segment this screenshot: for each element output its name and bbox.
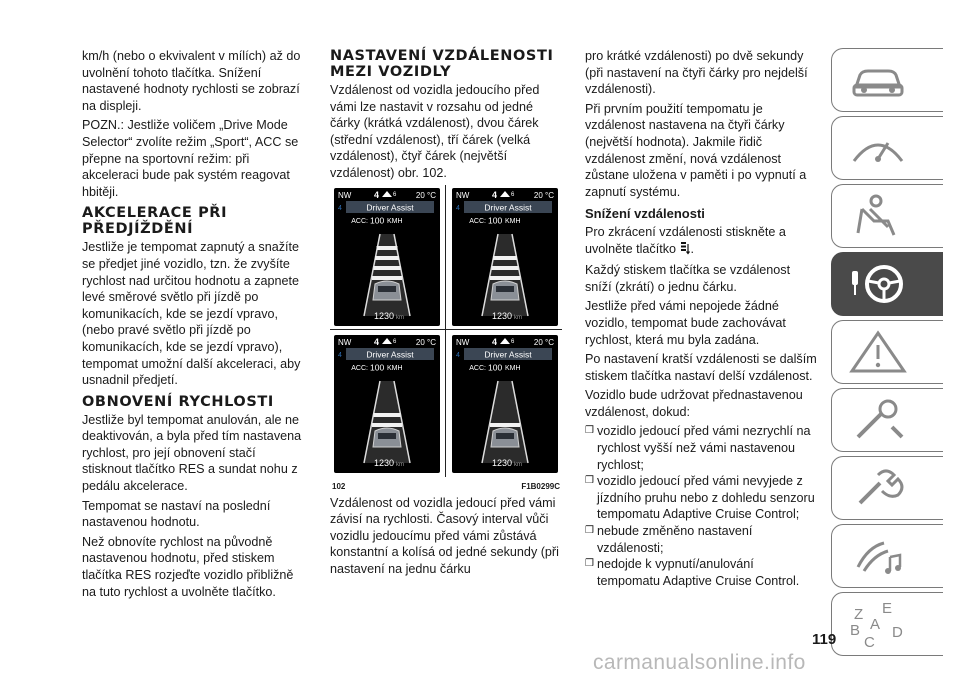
- acc-label: ACC:: [351, 217, 368, 225]
- gear-superscript: 6: [511, 338, 515, 345]
- column-left: [82, 48, 308, 603]
- acc-speed: 100: [370, 362, 385, 373]
- svg-text:C: C: [864, 634, 875, 649]
- display-title: Driver Assist: [484, 349, 532, 360]
- distance-bar: [377, 246, 398, 250]
- paragraph: Po nastavení kratší vzdálenosti se dalším stiskem tlačítka nastaví delší vzdálenost.: [585, 352, 817, 383]
- paragraph: Vzdálenost od vozidla jedoucí před vámi závisí na rychlosti. Časový interval vůči vozidlu jedoucímu před vámi zůstává konstantní a kolísá od jedné sekundy (při nastavení na jednu čárku: [330, 495, 559, 576]
- multimedia-icon: [848, 533, 908, 579]
- road-icon: [382, 338, 392, 344]
- distance-bar: [374, 413, 401, 417]
- road-icon: [382, 191, 392, 197]
- column-middle: [330, 48, 562, 581]
- acc-label: ACC:: [351, 364, 368, 372]
- odometer-unit: km: [396, 461, 404, 468]
- odometer-unit: km: [514, 461, 522, 468]
- distance-bar: [374, 266, 401, 270]
- distance-bar: [493, 256, 517, 260]
- distance-bar: [372, 423, 402, 427]
- display-title: Driver Assist: [366, 349, 414, 360]
- warning-icon: [848, 329, 908, 375]
- figure-102: [330, 185, 562, 491]
- section-heading: OBNOVENÍ RYCHLOSTI: [82, 393, 274, 410]
- paragraph: pro krátké vzdálenosti) po dvě sekundy (při nastavení na čtyři čárky pro nejdelší vzdálenosti).: [585, 49, 808, 97]
- side-number: 4: [338, 351, 342, 359]
- distance-bar: [490, 423, 520, 427]
- tool-icon: [848, 397, 908, 443]
- svg-text:B: B: [850, 622, 861, 639]
- car-windshield: [496, 433, 514, 439]
- odometer: 1230: [373, 457, 394, 468]
- tab-maintenance[interactable]: [831, 456, 943, 520]
- subsection-heading: Snížení vzdálenosti: [585, 206, 705, 222]
- distance-bar: [492, 266, 519, 270]
- figure-divider: [330, 329, 562, 330]
- wrench-icon: [848, 465, 908, 511]
- paragraph: POZN.: Jestliže voličem „Drive Mode Selector“ zvolíte režim „Sport“, ACC se přepne na sportovní režim: při akceleraci bude pak systém reagovat hbitěji.: [82, 118, 299, 199]
- paragraph-text: .: [690, 241, 695, 256]
- distance-button-icon: [680, 242, 691, 260]
- car-windshield: [378, 286, 396, 292]
- watermark: carmanualsonline.info: [593, 651, 806, 674]
- compass-reading: NW: [338, 337, 352, 347]
- alphabet-index-icon: [848, 599, 912, 649]
- display-panel: [334, 188, 440, 326]
- acc-label: ACC:: [469, 364, 486, 372]
- acc-label: ACC:: [469, 217, 486, 225]
- gear-indicator: 4: [492, 336, 498, 347]
- paragraph: Při prvním použití tempomatu je vzdálenost nastavena na čtyři čárky (největší hodnota). Jakmile řidič vzdálenost změní, nová vzdálenost zůstane uložena v paměti i po vypnutí a zapnutí systému.: [585, 101, 807, 199]
- temperature: 20 °C: [533, 337, 554, 347]
- list-item: ❒ nedojde k vypnutí/anulování tempomatu Adaptive Cruise Control.: [585, 557, 800, 588]
- paragraph: Tempomat se nastaví na poslední nastavenou hodnotu.: [82, 498, 271, 530]
- paragraph: Než obnovíte rychlost na původně nastavenou hodnotu, před stiskem tlačítka RES rozjeďte vozidlo přibližně na tuto rychlost a uvolněte tlačítko.: [82, 534, 294, 599]
- compass-reading: NW: [338, 190, 352, 200]
- svg-text:D: D: [892, 624, 903, 641]
- acc-unit: KMH: [505, 364, 521, 372]
- gear-indicator: 4: [492, 189, 498, 200]
- odometer: 1230: [491, 457, 512, 468]
- gear-superscript: 6: [511, 191, 515, 198]
- tab-warning-lights[interactable]: [831, 320, 943, 384]
- distance-bar: [375, 256, 399, 260]
- tab-vehicle[interactable]: [831, 48, 943, 112]
- gear-indicator: 4: [374, 336, 380, 347]
- bullet-icon: ❒: [585, 425, 594, 437]
- tab-multimedia[interactable]: [831, 524, 943, 588]
- figure-number: 102: [332, 481, 346, 491]
- road-icon: [500, 338, 510, 344]
- distance-bar: [490, 276, 520, 280]
- temperature: 20 °C: [415, 337, 436, 347]
- car-windshield: [378, 433, 396, 439]
- chapter-tabs: [827, 48, 960, 660]
- display-title: Driver Assist: [366, 202, 414, 213]
- list-item: ❒ nebude změněno nastavení vzdálenosti;: [585, 524, 753, 555]
- side-number: 4: [456, 351, 460, 359]
- distance-bar: [372, 276, 402, 280]
- bullet-icon: ❒: [585, 475, 594, 487]
- paragraph: Jestliže před vámi nepojede žádné vozidlo, tempomat bude zachovávat rychlost, která mu byla zadána.: [585, 299, 786, 347]
- odometer-unit: km: [396, 314, 404, 321]
- tab-starting-driving[interactable]: [831, 252, 943, 316]
- paragraph: km/h (nebo o ekvivalent v mílích) až do uvolnění tohoto tlačítka. Snížení nastavené hodnoty rychlosti se zobrazí na displeji.: [82, 49, 301, 113]
- acc-unit: KMH: [387, 217, 403, 225]
- svg-text:E: E: [882, 600, 893, 617]
- figure-divider: [445, 185, 446, 477]
- paragraph: [585, 224, 817, 259]
- compass-reading: NW: [456, 337, 470, 347]
- side-number: 4: [456, 204, 460, 212]
- paragraph: Jestliže je tempomat zapnutý a snažíte se předjet jiné vozidlo, tzn. že zvyšíte rychlost nad určitou hodnotu a zapnete levé směrové světlo při jízdě po komunikacích, kde se jezdí vpravo, (nebo pravé světlo při jízdě po komunikacích, kde se jezdí vpravo), tempomat umožní další akceleraci, aby usnadnil předjetí.: [82, 240, 301, 388]
- seat-person-icon: [848, 193, 908, 239]
- odometer: 1230: [491, 310, 512, 321]
- list-item: ❒ vozidlo jedoucí před vámi nevyjede z jízdního pruhu nebo z dohledu senzoru tempomatu Adaptive Cruise Control;: [585, 474, 815, 522]
- paragraph: Vzdálenost od vozidla jedoucího před vámi lze nastavit v rozsahu od jedné čárky (krátká vzdálenost), dvou čárek (střední vzdálenost), tří čárek (velká vzdálenost), čtyř čárek (největší vzdálenost) obr. 102.: [330, 83, 540, 180]
- car-windshield: [496, 286, 514, 292]
- compass-reading: NW: [456, 190, 470, 200]
- display-panel: [452, 188, 558, 326]
- road-lane: [482, 234, 528, 316]
- car-icon: [848, 57, 908, 103]
- paragraph: Jestliže byl tempomat anulován, ale ne deaktivován, a byla před tím nastavena rychlost, pro její obnovení stačí stisknout tlačítko RES a sundat nohu z pedálu akcelerace.: [82, 412, 302, 494]
- paragraph-text: Pro zkrácení vzdálenosti stiskněte a uvolněte tlačítko: [585, 224, 786, 256]
- bullet-icon: ❒: [585, 558, 594, 570]
- section-heading: AKCELERACE PŘI PŘEDJÍŽDĚNÍ: [82, 205, 228, 238]
- steering-wheel-icon: [848, 261, 908, 307]
- tab-index[interactable]: [831, 592, 943, 656]
- road-icon: [500, 191, 510, 197]
- acc-speed: 100: [488, 215, 503, 226]
- paragraph: Vozidlo bude udržovat přednastavenou vzdálenost, dokud:: [585, 388, 803, 419]
- section-heading: NASTAVENÍ VZDÁLENOSTI MEZI VOZIDLY: [330, 48, 554, 80]
- display-panel: [334, 335, 440, 473]
- tab-emergency[interactable]: [831, 388, 943, 452]
- gear-superscript: 6: [393, 338, 397, 345]
- side-number: 4: [338, 204, 342, 212]
- road-lane: [364, 381, 410, 463]
- temperature: 20 °C: [533, 190, 554, 200]
- figure-caption: [330, 479, 562, 491]
- instrument-panel-icon: [848, 125, 908, 171]
- bullet-icon: ❒: [585, 525, 594, 537]
- gear-superscript: 6: [393, 191, 397, 198]
- display-title: Driver Assist: [484, 202, 532, 213]
- acc-speed: 100: [488, 362, 503, 373]
- display-panel: [452, 335, 558, 473]
- acc-speed: 100: [370, 215, 385, 226]
- temperature: 20 °C: [415, 190, 436, 200]
- odometer: 1230: [373, 310, 394, 321]
- list-item: ❒ vozidlo jedoucí před vámi nezrychlí na rychlost vyšší než vámi nastavenou rychlost;: [585, 424, 811, 472]
- tab-dashboard[interactable]: [831, 116, 943, 180]
- road-lane: [482, 381, 528, 463]
- figure-code: F1B0299C: [521, 481, 560, 491]
- column-right: [585, 48, 817, 589]
- svg-text:A: A: [870, 616, 881, 633]
- gear-indicator: 4: [374, 189, 380, 200]
- page-number: 119: [812, 631, 837, 648]
- odometer-unit: km: [514, 314, 522, 321]
- acc-unit: KMH: [387, 364, 403, 372]
- tab-safety[interactable]: [831, 184, 943, 248]
- paragraph: Každý stiskem tlačítka se vzdálenost sníží (zkrátí) o jednu čárku.: [585, 263, 791, 294]
- svg-text:Z: Z: [854, 606, 864, 623]
- acc-unit: KMH: [505, 217, 521, 225]
